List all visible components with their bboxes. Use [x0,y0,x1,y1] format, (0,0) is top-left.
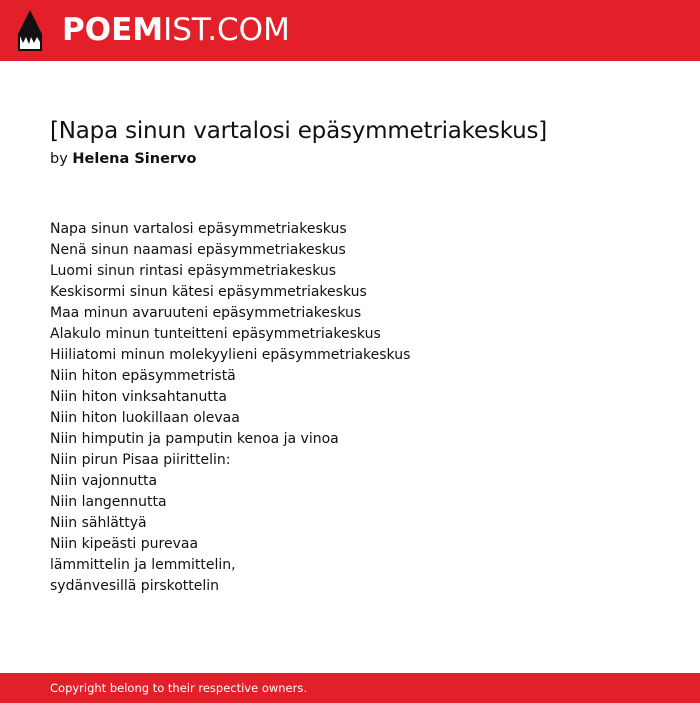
poem-line: Maa minun avaruuteni epäsymmetriakeskus [50,305,362,321]
pencil-icon[interactable] [18,10,42,51]
byline [50,149,196,169]
logo-light-text: IST.COM [163,12,290,48]
poem-line: Niin sählättyä [50,515,147,531]
poem-body [50,219,410,597]
poem-line: Niin kipeästi purevaa [50,536,199,552]
site-logo[interactable] [62,11,290,49]
poem-line: lämmittelin ja lemmittelin, [50,557,236,573]
poem-line: sydänvesillä pirskottelin [50,578,220,594]
site-header [0,0,700,61]
poem-line: Niin himputin ja pamputin kenoa ja vinoa [50,431,339,447]
by-label: by [50,151,68,167]
poem-line: Niin hiton luokillaan olevaa [50,410,240,426]
poem-line: Alakulo minun tunteitteni epäsymmetriakeskus [50,326,381,342]
site-footer [0,673,700,703]
poem-line: Niin pirun Pisaa piirittelin: [50,452,231,468]
poem-line: Keskisormi sinun kätesi epäsymmetriakeskus [50,284,367,300]
poem-line: Niin langennutta [50,494,167,510]
author-name: Helena Sinervo [72,151,197,167]
poem-line: Nenä sinun naamasi epäsymmetriakeskus [50,242,346,258]
poem-line: Luomi sinun rintasi epäsymmetriakeskus [50,263,337,279]
poem-line: Napa sinun vartalosi epäsymmetriakeskus [50,221,347,237]
poem-line: Niin vajonnutta [50,473,158,489]
poem-line: Niin hiton vinksahtanutta [50,389,227,405]
poem-line: Niin hiton epäsymmetristä [50,368,236,384]
logo-bold-text: POEM [62,12,164,48]
poem-title: [Napa sinun vartalosi epäsymmetriakeskus] [50,118,548,144]
poem-line: Hiiliatomi minun molekyylieni epäsymmetriakeskus [50,347,411,363]
copyright-notice: Copyright belong to their respective owners. [50,681,308,695]
